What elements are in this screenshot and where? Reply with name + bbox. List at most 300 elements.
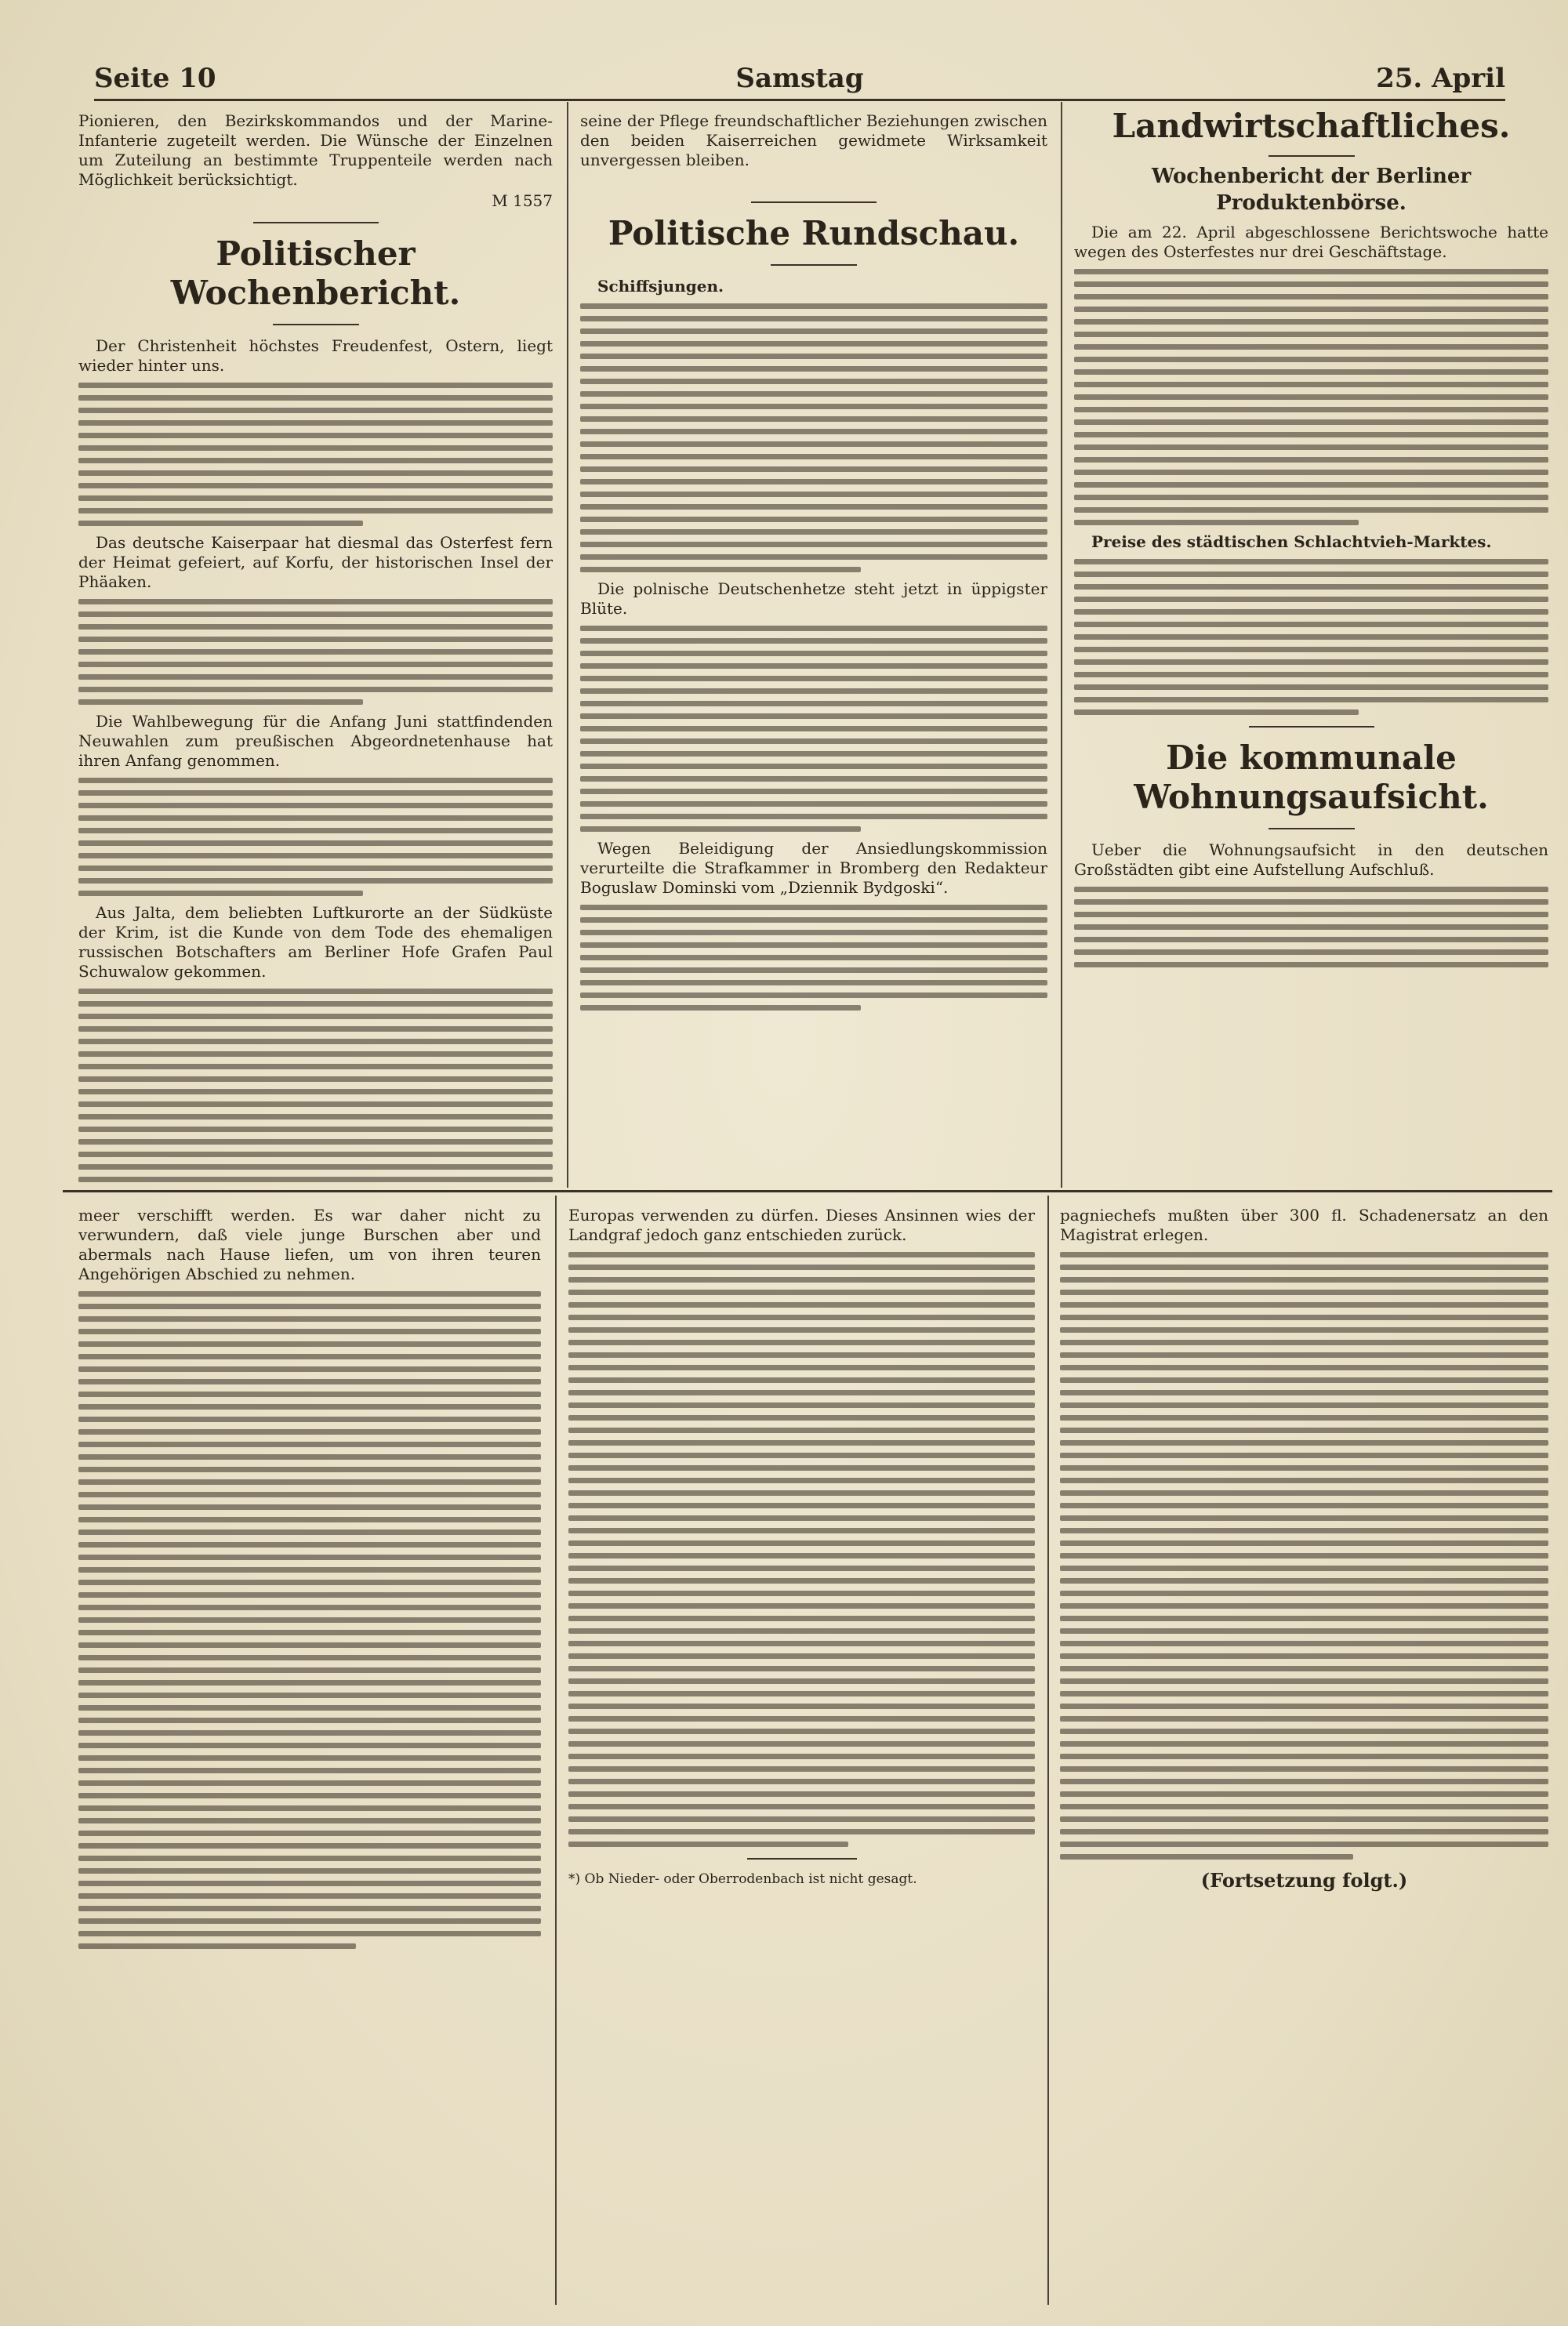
text-line xyxy=(580,454,1047,459)
text-line xyxy=(78,1630,541,1635)
text-line xyxy=(568,1327,1035,1333)
text-line xyxy=(78,1014,553,1019)
bottom-column-3 xyxy=(1060,1201,1548,2302)
text-block xyxy=(580,303,1047,572)
text-line xyxy=(78,1101,553,1107)
text-block xyxy=(1074,887,1548,967)
text-line xyxy=(78,1693,541,1698)
text-line xyxy=(580,663,1047,669)
text-line xyxy=(1074,394,1548,400)
bottom-column-1 xyxy=(78,1201,541,2302)
text-line xyxy=(580,776,1047,782)
article-divider xyxy=(751,201,877,203)
text-line xyxy=(568,1490,1035,1496)
text-line xyxy=(78,1479,541,1485)
text-line xyxy=(1060,1327,1548,1333)
text-line xyxy=(1060,1302,1548,1308)
text-line xyxy=(1074,634,1548,640)
text-line xyxy=(78,1755,541,1761)
text-line xyxy=(568,1290,1035,1295)
text-line xyxy=(1074,432,1548,437)
text-line xyxy=(1074,659,1548,665)
paragraph-lead: pagniechefs mußten über 300 fl. Schadenersatz an den Magistrat erlegen. xyxy=(1060,1206,1548,1244)
text-line xyxy=(580,930,1047,935)
text-line xyxy=(568,1515,1035,1521)
text-line xyxy=(568,1402,1035,1408)
text-line xyxy=(1060,1365,1548,1370)
text-line xyxy=(78,1805,541,1811)
column-rule xyxy=(567,102,568,1188)
text-line xyxy=(580,738,1047,744)
text-line xyxy=(78,395,553,401)
text-line xyxy=(580,354,1047,359)
article-divider xyxy=(253,222,379,223)
text-line xyxy=(568,1252,1035,1257)
text-line xyxy=(568,1603,1035,1609)
text-line xyxy=(1060,1465,1548,1471)
text-line xyxy=(78,1529,541,1535)
text-line xyxy=(568,1842,848,1847)
text-line xyxy=(580,517,1047,522)
text-line xyxy=(78,1404,541,1410)
text-line xyxy=(1060,1816,1548,1822)
text-line xyxy=(580,492,1047,497)
text-line xyxy=(1060,1478,1548,1483)
text-line xyxy=(568,1566,1035,1571)
text-line xyxy=(568,1829,1035,1834)
text-line xyxy=(1060,1390,1548,1395)
paragraph-lead: Die Wahlbewegung für die Anfang Juni stattfindenden Neuwahlen zum preußischen Abgeordnetenhause hat ihren Anfang genommen. xyxy=(78,712,553,770)
text-line xyxy=(78,1139,553,1145)
article-continuation: Pionieren, den Bezirkskommandos und der Marine-Infanterie zugeteilt werden. Die Wünsche der Einzelnen um Zuteilung an bestimmte Truppenteile werden nach Möglichkeit berücksichtigt. xyxy=(78,111,553,189)
text-line xyxy=(1060,1528,1548,1533)
text-line xyxy=(78,1730,541,1736)
text-line xyxy=(78,1918,541,1924)
text-line xyxy=(568,1691,1035,1696)
text-line xyxy=(1060,1503,1548,1508)
text-line xyxy=(1060,1628,1548,1634)
text-line xyxy=(78,1429,541,1435)
article-divider xyxy=(1269,155,1355,157)
text-line xyxy=(1060,1691,1548,1696)
text-line xyxy=(78,1856,541,1861)
text-line xyxy=(1060,1616,1548,1621)
text-line xyxy=(568,1716,1035,1722)
text-line xyxy=(568,1528,1035,1533)
text-line xyxy=(580,751,1047,757)
article-divider xyxy=(771,264,857,266)
issue-date: 25. April xyxy=(1376,63,1505,94)
text-line xyxy=(78,1743,541,1748)
text-line xyxy=(78,1592,541,1598)
text-line xyxy=(580,688,1047,694)
text-line xyxy=(1074,684,1548,690)
text-line xyxy=(78,815,553,821)
text-line xyxy=(1074,357,1548,362)
text-line xyxy=(78,433,553,438)
text-line xyxy=(78,599,553,604)
text-line xyxy=(1060,1315,1548,1320)
text-line xyxy=(1074,962,1548,967)
paragraph-lead: Europas verwenden zu dürfen. Dieses Ansinnen wies der Landgraf jedoch ganz entschieden zurück. xyxy=(568,1206,1035,1244)
text-line xyxy=(1074,949,1548,955)
text-line xyxy=(1060,1791,1548,1797)
text-line xyxy=(1074,419,1548,425)
text-line xyxy=(78,1076,553,1082)
text-line xyxy=(580,905,1047,910)
text-line xyxy=(1060,1603,1548,1609)
text-line xyxy=(78,1504,541,1510)
text-line xyxy=(1060,1829,1548,1834)
text-line xyxy=(568,1804,1035,1809)
text-line xyxy=(1074,924,1548,930)
text-line xyxy=(1060,1666,1548,1671)
text-line xyxy=(1060,1566,1548,1571)
text-line xyxy=(568,1440,1035,1446)
text-line xyxy=(78,674,553,680)
text-line xyxy=(568,1591,1035,1596)
text-line xyxy=(1060,1578,1548,1584)
article-heading: Politischer Wochenbericht. xyxy=(170,234,461,312)
text-line xyxy=(580,341,1047,347)
text-line xyxy=(78,470,553,476)
text-line xyxy=(78,1177,553,1182)
page-number: Seite 10 xyxy=(94,63,216,94)
text-line xyxy=(580,504,1047,510)
text-line xyxy=(1074,697,1548,702)
text-line xyxy=(580,955,1047,960)
text-line xyxy=(1060,1540,1548,1546)
text-line xyxy=(78,445,553,451)
paragraph-lead: Preise des städtischen Schlachtvieh-Marktes. xyxy=(1091,532,1492,551)
text-line xyxy=(580,764,1047,769)
text-line xyxy=(78,408,553,413)
text-block xyxy=(78,1291,541,1949)
text-line xyxy=(568,1428,1035,1433)
text-line xyxy=(78,1039,553,1044)
text-line xyxy=(78,420,553,426)
text-line xyxy=(1060,1352,1548,1358)
text-line xyxy=(78,1655,541,1660)
text-block xyxy=(78,989,553,1187)
text-line xyxy=(1074,507,1548,513)
text-line xyxy=(78,458,553,463)
text-line xyxy=(568,1779,1035,1784)
text-line xyxy=(1060,1453,1548,1458)
text-line xyxy=(78,1906,541,1911)
text-line xyxy=(580,429,1047,434)
text-line xyxy=(78,624,553,630)
column-rule xyxy=(1061,102,1062,1188)
text-line xyxy=(568,1766,1035,1772)
text-line xyxy=(1060,1252,1548,1257)
text-line xyxy=(1074,294,1548,299)
text-line xyxy=(1060,1854,1353,1860)
text-line xyxy=(568,1816,1035,1822)
text-line xyxy=(580,391,1047,397)
text-line xyxy=(78,1943,356,1949)
text-line xyxy=(1074,470,1548,475)
text-line xyxy=(568,1365,1035,1370)
text-line xyxy=(1074,269,1548,274)
text-line xyxy=(1074,622,1548,627)
text-line xyxy=(78,483,553,488)
paragraph-lead: Das deutsche Kaiserpaar hat diesmal das Osterfest fern der Heimat gefeiert, auf Korfu, der historischen Insel der Phäaken. xyxy=(78,533,553,591)
text-line xyxy=(78,1026,553,1032)
article-subheading: Wochenbericht der Berliner Produktenbörse. xyxy=(1151,165,1472,215)
article-signature: M 1557 xyxy=(492,191,553,210)
text-line xyxy=(1074,307,1548,312)
article-divider xyxy=(1249,726,1374,728)
text-line xyxy=(78,1127,553,1132)
text-line xyxy=(580,814,1047,819)
text-line xyxy=(568,1628,1035,1634)
text-line xyxy=(78,840,553,846)
text-line xyxy=(1060,1729,1548,1734)
text-line xyxy=(1074,609,1548,615)
text-line xyxy=(78,1366,541,1372)
text-line xyxy=(1060,1277,1548,1283)
text-line xyxy=(78,495,553,501)
text-line xyxy=(78,699,363,705)
text-line xyxy=(78,1667,541,1673)
text-line xyxy=(1060,1754,1548,1759)
text-line xyxy=(580,542,1047,547)
text-line xyxy=(580,567,861,572)
text-line xyxy=(78,1316,541,1322)
text-line xyxy=(78,891,363,896)
text-line xyxy=(78,662,553,667)
text-line xyxy=(78,853,553,858)
text-line xyxy=(78,1831,541,1836)
text-line xyxy=(568,1616,1035,1621)
text-line xyxy=(1074,382,1548,387)
text-line xyxy=(78,1881,541,1886)
text-line xyxy=(1074,281,1548,287)
text-line xyxy=(1074,482,1548,488)
text-line xyxy=(1060,1553,1548,1559)
paragraph-lead: Ueber die Wohnungsaufsicht in den deutschen Großstädten gibt eine Aufstellung Aufschluß. xyxy=(1074,840,1548,879)
paragraph-lead: meer verschifft werden. Es war daher nicht zu verwundern, daß viele junge Burschen aber und abermals nach Hause liefen, um von ihren teuren Angehörigen Abschied zu nehmen. xyxy=(78,1206,541,1283)
text-line xyxy=(580,404,1047,409)
article-divider xyxy=(273,324,359,325)
text-line xyxy=(568,1678,1035,1684)
text-line xyxy=(78,1542,541,1548)
text-line xyxy=(78,1680,541,1686)
paragraph-lead: Die polnische Deutschenhetze steht jetzt in üppigster Blüte. xyxy=(580,579,1047,618)
text-line xyxy=(1060,1716,1548,1722)
text-line xyxy=(78,1304,541,1309)
text-line xyxy=(1060,1490,1548,1496)
text-line xyxy=(568,1729,1035,1734)
text-line xyxy=(580,942,1047,948)
text-line xyxy=(1074,407,1548,412)
text-line xyxy=(1060,1290,1548,1295)
text-line xyxy=(1074,495,1548,500)
text-line xyxy=(1060,1440,1548,1446)
text-line xyxy=(78,1329,541,1334)
text-line xyxy=(568,1653,1035,1659)
text-block xyxy=(78,778,553,896)
text-line xyxy=(78,1467,541,1472)
text-line xyxy=(568,1503,1035,1508)
text-line xyxy=(580,713,1047,719)
text-line xyxy=(78,1051,553,1057)
article-heading: Politische Rundschau. xyxy=(608,214,1020,252)
text-line xyxy=(78,878,553,884)
text-line xyxy=(78,989,553,994)
text-line xyxy=(580,980,1047,985)
text-line xyxy=(568,1465,1035,1471)
text-line xyxy=(1060,1766,1548,1772)
text-line xyxy=(78,1605,541,1610)
text-line xyxy=(580,726,1047,731)
text-line xyxy=(580,303,1047,309)
text-line xyxy=(1074,344,1548,350)
text-line xyxy=(568,1340,1035,1345)
text-line xyxy=(78,1617,541,1623)
text-line xyxy=(78,1164,553,1170)
text-line xyxy=(1074,457,1548,463)
text-block xyxy=(1060,1252,1548,1860)
text-line xyxy=(580,366,1047,372)
text-line xyxy=(78,1768,541,1773)
text-line xyxy=(568,1754,1035,1759)
text-line xyxy=(580,554,1047,560)
text-block xyxy=(1074,559,1548,715)
text-line xyxy=(1060,1641,1548,1646)
text-line xyxy=(78,1793,541,1798)
text-line xyxy=(78,1354,541,1359)
text-line xyxy=(580,801,1047,807)
text-line xyxy=(568,1540,1035,1546)
paragraph-lead: Der Christenheit höchstes Freudenfest, Ostern, liegt wieder hinter uns. xyxy=(78,336,553,375)
text-line xyxy=(1074,887,1548,892)
text-line xyxy=(1060,1804,1548,1809)
text-line xyxy=(1074,709,1359,715)
text-line xyxy=(78,1580,541,1585)
text-line xyxy=(78,1064,553,1069)
text-line xyxy=(78,1442,541,1447)
text-line xyxy=(1074,899,1548,905)
text-line xyxy=(78,1089,553,1094)
text-line xyxy=(78,1492,541,1497)
text-line xyxy=(1074,520,1359,525)
text-line xyxy=(568,1641,1035,1646)
text-line xyxy=(78,687,553,692)
text-line xyxy=(568,1578,1035,1584)
text-line xyxy=(568,1390,1035,1395)
column-rule xyxy=(1047,1196,1049,2305)
text-line xyxy=(568,1277,1035,1283)
text-line xyxy=(1074,647,1548,652)
text-line xyxy=(78,1001,553,1007)
text-line xyxy=(78,1931,541,1936)
text-line xyxy=(1074,445,1548,450)
text-line xyxy=(568,1302,1035,1308)
text-line xyxy=(78,637,553,642)
text-line xyxy=(568,1415,1035,1421)
article-divider xyxy=(1269,828,1355,829)
text-line xyxy=(1060,1779,1548,1784)
text-line xyxy=(580,676,1047,681)
text-line xyxy=(1074,912,1548,917)
text-line xyxy=(78,1567,541,1573)
text-line xyxy=(78,1291,541,1297)
text-line xyxy=(78,1517,541,1522)
text-line xyxy=(1060,1377,1548,1383)
text-line xyxy=(580,826,861,832)
text-line xyxy=(1074,597,1548,602)
text-line xyxy=(580,316,1047,321)
text-line xyxy=(1060,1415,1548,1421)
text-line xyxy=(568,1453,1035,1458)
column-2 xyxy=(580,107,1047,1187)
section-heading: Landwirtschaftliches. xyxy=(1112,107,1511,145)
continuation-note: (Fortsetzung folgt.) xyxy=(1200,1869,1408,1892)
text-line xyxy=(78,1454,541,1460)
text-line xyxy=(78,1868,541,1874)
text-block xyxy=(78,599,553,705)
page-header xyxy=(94,63,1505,101)
text-line xyxy=(580,789,1047,794)
article-heading: Die kommunale Wohnungsaufsicht. xyxy=(1134,738,1489,816)
text-line xyxy=(580,967,1047,973)
text-line xyxy=(580,416,1047,422)
text-line xyxy=(78,1642,541,1648)
issue-day: Samstag xyxy=(735,63,864,94)
text-line xyxy=(78,1705,541,1711)
text-line xyxy=(1074,572,1548,577)
text-line xyxy=(78,828,553,833)
paragraph-lead: Wegen Beleidigung der Ansiedlungskommission verurteilte die Strafkammer in Bromberg den Redakteur Boguslaw Dominski vom „Dziennik Bydgoski“. xyxy=(580,839,1047,897)
text-line xyxy=(1060,1515,1548,1521)
footnote-divider xyxy=(747,1858,857,1860)
text-line xyxy=(1074,937,1548,942)
text-line xyxy=(568,1265,1035,1270)
column-rule xyxy=(555,1196,557,2305)
text-line xyxy=(1060,1591,1548,1596)
paragraph-lead: Aus Jalta, dem beliebten Luftkurorte an der Südküste der Krim, ist die Kunde von dem Tode des ehemaligen russischen Botschafters am Berliner Hofe Grafen Paul Schuwalow gekommen. xyxy=(78,903,553,981)
text-line xyxy=(568,1791,1035,1797)
text-line xyxy=(78,649,553,655)
text-line xyxy=(568,1377,1035,1383)
text-line xyxy=(78,1893,541,1899)
text-line xyxy=(78,1379,541,1384)
text-line xyxy=(580,638,1047,644)
text-line xyxy=(1074,672,1548,677)
text-line xyxy=(78,1780,541,1786)
text-line xyxy=(580,441,1047,447)
text-line xyxy=(78,521,363,526)
text-line xyxy=(78,1843,541,1849)
text-line xyxy=(78,1417,541,1422)
text-line xyxy=(580,466,1047,472)
text-line xyxy=(78,611,553,617)
paragraph-lead: Die am 22. April abgeschlossene Berichtswoche hatte wegen des Osterfestes nur drei Geschäftstage. xyxy=(1074,223,1548,261)
text-line xyxy=(568,1666,1035,1671)
text-line xyxy=(568,1478,1035,1483)
text-block xyxy=(1074,269,1548,525)
text-line xyxy=(78,383,553,388)
text-line xyxy=(78,1818,541,1823)
text-line xyxy=(1060,1678,1548,1684)
text-line xyxy=(1074,332,1548,337)
text-line xyxy=(1060,1265,1548,1270)
text-line xyxy=(1060,1653,1548,1659)
text-line xyxy=(78,1718,541,1723)
text-block xyxy=(580,905,1047,1011)
